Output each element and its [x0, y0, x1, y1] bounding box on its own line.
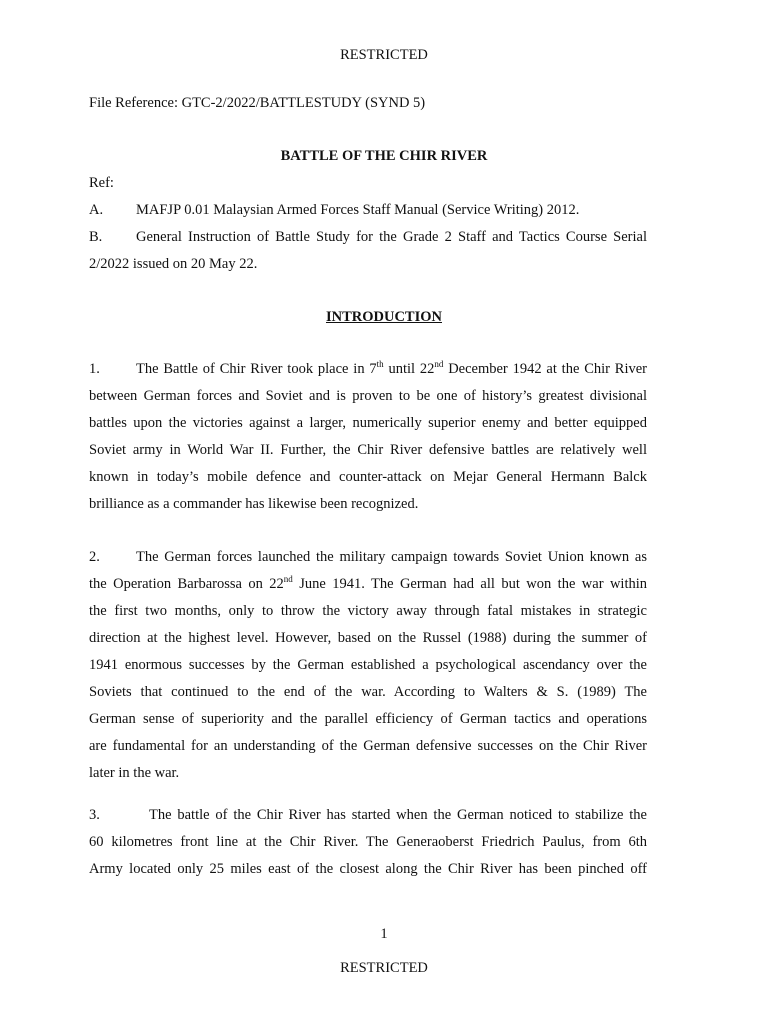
paragraph-3-line-2: 60 kilometres front line at the Chir River. The Generaoberst Friedrich Paulus, from 6th — [89, 834, 647, 850]
paragraph-1-line-6: brilliance as a commander has likewise been recognized. — [89, 496, 419, 512]
paragraph-1-line-1: 1. The Battle of Chir River took place in 7th until 22nd December 1942 at the Chir River — [89, 356, 647, 383]
paragraph-3-line-3: Army located only 25 miles east of the closest along the Chir River has been pinched off — [89, 861, 647, 877]
paragraph-1-line-2: between German forces and Soviet and is proven to be one of history’s greatest divisional — [89, 388, 647, 404]
reference-b-text-line1: General Instruction of Battle Study for the Grade 2 Staff and Tactics Course Serial — [136, 229, 647, 245]
paragraph-2-line-6: Soviets that continued to the end of the war. According to Walters & S. (1989) The — [89, 684, 647, 700]
paragraph-2-number: 2. — [89, 549, 100, 565]
paragraph-2-line-4: direction at the highest level. However, based on the Russel (1988) during the summer of — [89, 630, 647, 646]
paragraph-2-line-2: the Operation Barbarossa on 22nd June 1941. The German had all but won the war within — [89, 574, 648, 592]
paragraph-1 — [89, 356, 647, 518]
footer-classification: RESTRICTED — [340, 960, 428, 976]
reference-b-label: B. — [89, 229, 103, 245]
paragraph-2-line-3: the first two months, only to throw the victory away through fatal mistakes in strategic — [89, 603, 647, 619]
paragraph-1-line-3: battles upon the victories against a larger, numerically superior enemy and better equipped — [89, 415, 647, 431]
reference-a-text: MAFJP 0.01 Malaysian Armed Forces Staff Manual (Service Writing) 2012. — [136, 202, 580, 218]
references-heading: Ref: — [89, 175, 114, 191]
paragraph-2-line-1: 2. The German forces launched the military campaign towards Soviet Union known as — [89, 544, 647, 571]
paragraph-2-line-9: later in the war. — [89, 765, 180, 781]
reference-a-label: A. — [89, 202, 104, 218]
paragraph-2 — [89, 544, 647, 787]
paragraph-3 — [89, 802, 647, 883]
paragraph-1-line-5: known in today’s mobile defence and counter-attack on Mejar General Hermann Balck — [89, 469, 647, 485]
reference-b-text-line2: 2/2022 issued on 20 May 22. — [89, 256, 258, 272]
paragraph-1-line-4: Soviet army in World War II. Further, the Chir River defensive battles are relatively well — [89, 442, 647, 458]
paragraph-3-line-1: 3. The battle of the Chir River has started when the German noticed to stabilize the — [89, 802, 647, 829]
header-classification: RESTRICTED — [340, 47, 428, 63]
file-reference: File Reference: GTC-2/2022/BATTLESTUDY (SYND 5) — [89, 95, 426, 111]
document-title: BATTLE OF THE CHIR RIVER — [280, 148, 488, 164]
page-number: 1 — [380, 926, 388, 942]
paragraph-2-line-5: 1941 enormous successes by the German established a psychological ascendancy over the — [89, 657, 647, 673]
paragraph-2-line-8: are fundamental for an understanding of the German defensive successes on the Chir River — [89, 738, 647, 754]
section-heading-introduction: INTRODUCTION — [325, 309, 442, 325]
paragraph-3-number: 3. — [89, 807, 100, 823]
paragraph-2-line-7: German sense of superiority and the parallel efficiency of German tactics and operations — [89, 711, 647, 727]
paragraph-1-number: 1. — [89, 361, 100, 377]
